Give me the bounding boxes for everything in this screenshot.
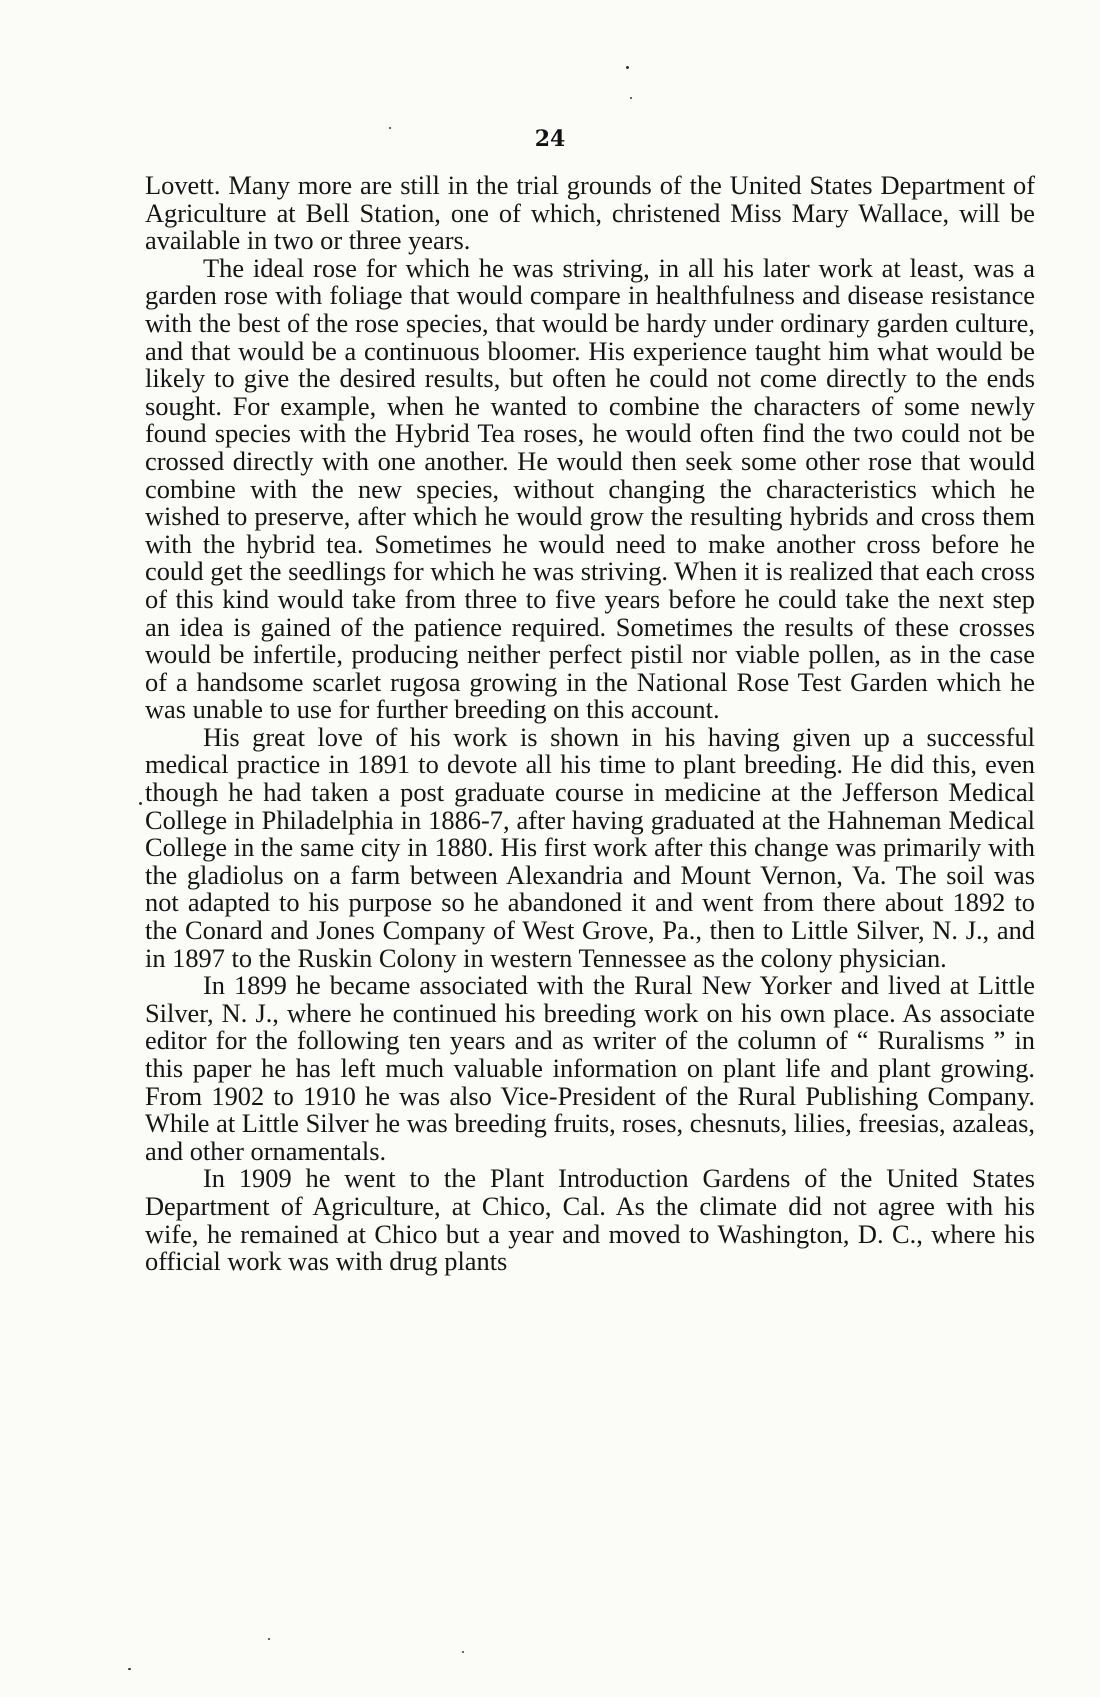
scan-speck <box>626 66 629 69</box>
paragraph-continuation: Lovett. Many more are still in the trial grounds of the United States Department of Agriculture at Bell Station, one of which, christened Miss Mary Wallace, will be available in two or three years. <box>145 170 1035 256</box>
scan-speck <box>268 1638 270 1640</box>
scan-speck <box>128 1668 131 1670</box>
scan-speck <box>462 1651 464 1653</box>
paragraph-medical-practice: His great love of his work is shown in his having given up a successful medical practice in 1891 to devote all his time to plant breeding. He did this, even though he had taken a post graduate course in medicine at the Jefferson Medical College in Philadelphia in 1886-7, after having graduated at the Hahneman Medical College in the same city in 1880. His first work after this change was primarily with the gladiolus on a farm between Alexandria and Mount Vernon, Va. The soil was not adapted to his purpose so he abandoned it and went from there about 1892 to the Conard and Jones Company of West Grove, Pa., then to Little Silver, N. J., and in 1897 to the Ruskin Colony in western Tennessee as the colony physician. <box>145 721 1035 973</box>
scan-speck <box>389 127 391 129</box>
page-number: 24 <box>534 126 566 152</box>
paragraph-chico: In 1909 he went to the Plant Introduction Gardens of the United States Department of Agriculture, at Chico, Cal. As the climate did not agree with his wife, he remained at Chico but a year and moved to Washington, D. C., where his official work was with drug plants <box>145 1163 1035 1277</box>
scan-speck <box>139 802 142 805</box>
paragraph-ideal-rose: The ideal rose for which he was striving, in all his later work at least, was a garden rose with foliage that would compare in healthfulness and disease resistance with the best of the rose species, that would be hardy under ordinary garden culture, and that would be a continuous bloomer. His experience taught him what would be likely to give the desired results, but often he could not come directly to the ends sought. For example, when he wanted to combine the characters of some newly found species with the Hybrid Tea roses, he would often find the two could not be crossed directly with one another. He would then seek some other rose that would combine with the new species, without changing the characteristics which he wished to preserve, after which he would grow the resulting hybrids and cross them with the hybrid tea. Sometimes he would need to make another cross before he could get the seedlings for which he was striving. When it is realized that each cross of this kind would take from three to five years before he could take the next step an idea is gained of the patience required. Sometimes the results of these crosses would be infertile, producing neither perfect pistil nor viable pollen, as in the case of a handsome scarlet rugosa growing in the National Rose Test Garden which he was unable to use for further breeding on this account. <box>145 252 1035 725</box>
scan-speck <box>630 97 632 99</box>
body-text <box>145 172 1035 1276</box>
paragraph-rural-new-yorker: In 1899 he became associated with the Rural New Yorker and lived at Little Silver, N. J., where he continued his breeding work on his own place. As associate editor for the following ten years and as writer of the column of “ Ruralisms ” in this paper he has left much valuable information on plant life and plant growing. From 1902 to 1910 he was also Vice-President of the Rural Publishing Company. While at Little Silver he was breeding fruits, roses, chesnuts, lilies, freesias, azaleas, and other ornamentals. <box>145 970 1035 1166</box>
